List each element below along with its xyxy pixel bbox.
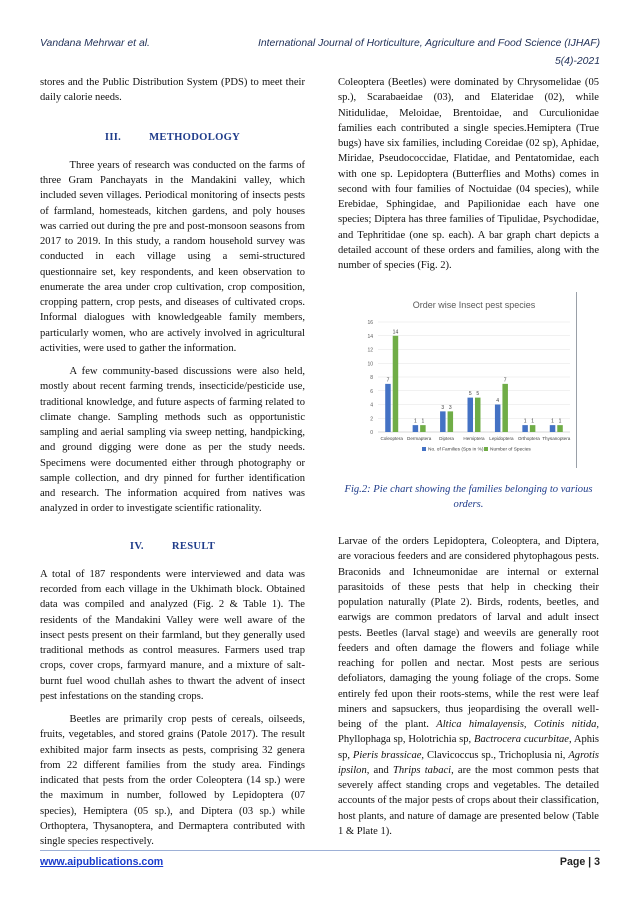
- pests-text-f: , are the most common pests that severely affect standing crops and vegetables. The detailed accounts of the major pests of crops about their classification, host plants, and nature of damage are presented below (Table 1 & Plate 1).: [338, 764, 599, 837]
- x-tick-label: Hemiptera: [463, 436, 485, 441]
- pests-text-d: Clavicoccus sp., Trichoplusia ni,: [426, 749, 566, 761]
- legend-swatch: [422, 447, 426, 451]
- bar: [475, 398, 481, 432]
- footer-divider: [40, 850, 600, 851]
- x-tick-label: Lepidoptera: [489, 436, 514, 441]
- bar: [495, 405, 501, 433]
- section-title: METHODOLOGY: [149, 131, 241, 143]
- section-title: RESULT: [171, 540, 216, 552]
- species-name: Bactrocera cucurbitae: [474, 734, 569, 746]
- data-label: 3: [448, 404, 452, 411]
- footer-website-link[interactable]: www.aipublications.com: [40, 856, 164, 868]
- x-tick-label: Diptera: [439, 436, 454, 441]
- legend-label: Number of Species: [490, 447, 531, 453]
- x-tick-label: Orthoptera: [517, 436, 540, 441]
- x-tick-label: Dermaptera: [407, 436, 432, 441]
- data-label: 1: [531, 418, 534, 425]
- left-column: [40, 75, 305, 849]
- species-name: Agrotis ipsilon: [338, 749, 600, 776]
- data-label: 5: [468, 391, 472, 398]
- paragraph-result-2: Beetles are primarily crop pests of cereals, oilseeds, fruits, vegetables, and stored grains (Patole 2017). The result exhibited major farm insects as pests, comprising 32 genera from 22 different families from the study area. Findings indicated that pests from the order Coleoptera (14 sp.) were the maximum in number, followed by Lepidoptera (07 species), Hemiptera (05 sp.), and Diptera (03 sp.) while Orthoptera, Thysanoptera, and Dermaptera contributed with single species respectively.: [40, 714, 305, 847]
- y-tick-label: 10: [367, 361, 373, 368]
- pests-text-c: , Aphis sp,: [338, 734, 600, 761]
- section-number: III.: [104, 131, 122, 143]
- data-label: 7: [386, 377, 390, 384]
- bar: [522, 425, 528, 432]
- figure-caption: Fig.2: Pie chart showing the families belonging to various orders.: [344, 484, 593, 510]
- header-journal: International Journal of Horticulture, Agriculture and Food Science (IJHAF): [258, 38, 601, 49]
- y-tick-label: 6: [370, 388, 373, 395]
- section-number: IV.: [129, 540, 144, 552]
- paragraph-orders: Coleoptera (Beetles) were dominated by Chrysomelidae (05 sp.), Scarabaeidae (03), and Elateridae (02), while Nitidulidae, Meloidae, Brentoidae, and Curculionidae families each contributed a single species.Hemiptera (True bugs) have six families, including Coreidae (02 sp), Aphidae, Miridae, Pseudococcidae, Flatidae, and Pentatomidae, each with one sp. Lepidoptera (Butterflies and Moths) comes in second with four families of Noctuidae (04 species), while Erebidae, Sphingidae, and Papilionidae each have one species; Diptera has three families of Tipulidae, Psychodidae, and Tephritidae (one sp. each). A bar graph chart depicts a detailed account of these orders and families, along with the number of species (Fig. 2).: [338, 77, 599, 271]
- paragraph-methodology-2: A few community-based discussions were also held, mostly about recent farming trends, insecticide/pesticide use, traditional knowledge, and future aspects of farming related to climate change. Sampling methods such as opportunistic sampling and aerial sampling via sweep netting, handpicking, and ground digging were done as per the study needs. Specimens were documented either through photography or sample collection, and dry pinned for further identification and research. The information acquired from natives was analyzed in order to investigate scientific rationality.: [40, 366, 305, 515]
- species-name: Altica himalayensis, Cotinis nitida,: [436, 719, 599, 730]
- data-label: 14: [392, 329, 399, 336]
- data-label: 3: [441, 404, 445, 411]
- bar: [502, 384, 508, 432]
- paragraph-intro-end: stores and the Public Distribution System (PDS) to meet their daily calorie needs.: [40, 77, 305, 104]
- paragraph-result-1: A total of 187 respondents were interviewed and data was recorded from each village in the Ukhimath block. Obtained data was compiled and analyzed (Fig. 2 & Table 1). The residents of the Mandakini Valley were well aware of the insect pests present on their farmland, but they generally used traditional methods as control measures. Farmers used trap crops, cover crops, farmyard manure, and a mixture of salt-burnt fuel wood chullah ashes to thwart the advent of insect pest infestations on the standing crops.: [40, 568, 305, 702]
- section-heading-result: [40, 539, 305, 554]
- bar: [413, 425, 419, 432]
- bar: [468, 398, 474, 432]
- chart-legend: [422, 447, 531, 453]
- y-tick-label: 0: [370, 430, 373, 437]
- legend-swatch: [484, 447, 488, 451]
- y-tick-label: 8: [370, 375, 373, 382]
- y-tick-label: 12: [367, 347, 373, 354]
- species-name: Thrips tabaci: [392, 764, 452, 776]
- y-tick-label: 14: [367, 333, 373, 340]
- pests-text-b: Phyllophaga sp, Holotrichia sp,: [338, 734, 472, 746]
- y-tick-label: 16: [367, 320, 373, 327]
- data-label: 7: [503, 377, 507, 384]
- pests-text-e: , and: [366, 764, 389, 776]
- x-tick-label: Thysanoptera: [542, 436, 571, 441]
- section-heading-methodology: [40, 130, 305, 145]
- bar: [420, 425, 426, 432]
- header-volume: 5(4)-2021: [554, 56, 600, 67]
- bar: [448, 411, 454, 432]
- bar: [440, 411, 446, 432]
- data-label: 1: [414, 418, 417, 425]
- data-label: 5: [476, 391, 480, 398]
- chart-bars: [385, 336, 563, 432]
- x-tick-label: Coleoptera: [380, 436, 403, 441]
- bar: [550, 425, 556, 432]
- data-label: 1: [558, 418, 562, 425]
- bar: [557, 425, 563, 432]
- legend-label: No. of Families (Sps in %): [428, 447, 484, 453]
- bar: [385, 384, 391, 432]
- footer-page-number: Page | 3: [559, 856, 600, 868]
- pests-text-a: Larvae of the orders Lepidoptera, Coleoptera, and Diptera, are voracious feeders and are considered phytophagous pests. Braconids and Ichneumonidae are internal or external parasitoids of these pests that help in checking their population naturally (Plate 2). Birds, rodents, beetles, and earwigs are common predators of larval and adult insect pests. Beetles (larval stage) and weevils are generally root feeders and often damage the flowers and foliage while reaching for pollen and nectar. Most pests are serious defoliators, damaging the young foliage of the crops. Some entirely fed upon their roots-stems, while the rest were leaf miners and sapsuckers, thus jeopardising the overall well-being of the plant.: [338, 536, 599, 730]
- y-tick-label: 4: [370, 402, 373, 409]
- data-label: 1: [421, 418, 425, 425]
- y-tick-label: 2: [370, 416, 373, 423]
- data-label: 1: [551, 418, 554, 425]
- bar: [393, 336, 399, 432]
- chart-x-ticks: [380, 436, 570, 441]
- figure-bar-chart: [356, 292, 577, 468]
- chart-title: Order wise Insect pest species: [412, 300, 536, 310]
- right-column-top: [338, 75, 599, 273]
- data-label: 1: [523, 418, 527, 425]
- paragraph-pests: [338, 534, 599, 839]
- paragraph-methodology-1: Three years of research was conducted on the farms of three Gram Panchayats in the Mandakini valley, which included seven villages. Periodical monitoring of insects pests of farmland, homesteads, kitchen gardens, and poly houses was carried out during the pre and post-monsoon seasons from 2017 to 2019. In this study, a random household survey was conducted in each village using a semi-structured questionnaire set, key respondents, and keen observation to enumerate the area under crop cultivation, crop composition, cropping pattern, crop pests, and diseases of cultivated crops. Informal dialogues with knowledgeable family members, particularly women, who are actively involved in agricultural activities, were used to gather the information.: [40, 159, 305, 354]
- bar: [530, 425, 536, 432]
- chart-grid: [378, 322, 570, 432]
- right-column-bottom: [338, 534, 599, 839]
- species-name: Pieris brassicae,: [352, 749, 425, 761]
- data-label: 4: [496, 398, 500, 404]
- chart-svg: [356, 292, 576, 468]
- chart-y-ticks: [367, 320, 373, 436]
- header-authors: Vandana Mehrwar et al.: [40, 38, 150, 49]
